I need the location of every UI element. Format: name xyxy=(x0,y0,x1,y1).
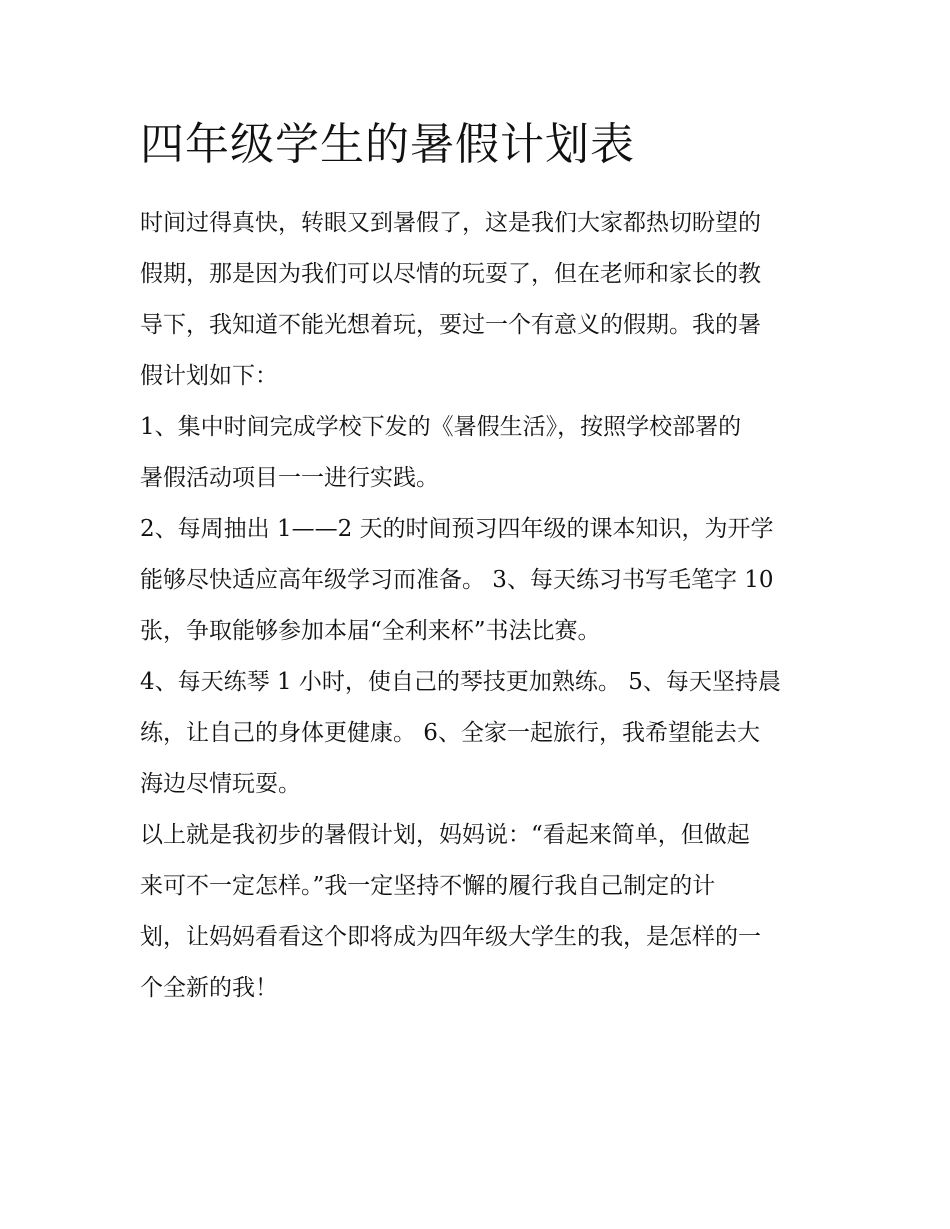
intro-paragraph xyxy=(140,198,820,402)
paragraph-line: 以上就是我初步的暑假计划，妈妈说：“看起来简单，但做起 xyxy=(140,822,750,848)
paragraph-line: 来可不一定怎样。”我一定坚持不懈的履行我自己制定的计 xyxy=(140,873,716,899)
document-content xyxy=(140,112,820,1014)
paragraph-line: 暑假活动项目一一进行实践。 xyxy=(140,465,439,491)
paragraph-line: 4、每天练琴 1 小时，使自己的琴技更加熟练。 5、每天坚持晨 xyxy=(140,669,781,695)
paragraph-line: 划，让妈妈看看这个即将成为四年级大学生的我，是怎样的一 xyxy=(140,924,761,950)
paragraph-line: 导下，我知道不能光想着玩，要过一个有意义的假期。我的暑 xyxy=(140,312,761,338)
paragraph-line: 1、集中时间完成学校下发的《暑假生活》，按照学校部署的 xyxy=(140,414,742,440)
conclusion-paragraph xyxy=(140,810,820,1014)
paragraph-line: 假期，那是因为我们可以尽情的玩耍了，但在老师和家长的教 xyxy=(140,261,761,287)
plan-item-1-paragraph xyxy=(140,402,820,504)
paragraph-line: 个全新的我！ xyxy=(140,975,278,1001)
plan-items-4-6-paragraph xyxy=(140,657,820,810)
paragraph-line: 海边尽情玩耍。 xyxy=(140,771,301,797)
paragraph-line: 假计划如下： xyxy=(140,363,278,389)
paragraph-line: 张，争取能够参加本届“全利来杯”书法比赛。 xyxy=(140,618,601,644)
document-title: 四年级学生的暑假计划表 xyxy=(140,119,635,170)
paragraph-line: 练，让自己的身体更健康。 6、全家一起旅行，我希望能去大 xyxy=(140,720,760,746)
paragraph-line: 2、每周抽出 1——2 天的时间预习四年级的课本知识，为开学 xyxy=(140,516,774,542)
paragraph-line: 能够尽快适应高年级学习而准备。 3、每天练习书写毛笔字 10 xyxy=(140,567,774,593)
paragraph-line: 时间过得真快，转眼又到暑假了，这是我们大家都热切盼望的 xyxy=(140,210,761,236)
plan-items-2-3-paragraph xyxy=(140,504,820,657)
